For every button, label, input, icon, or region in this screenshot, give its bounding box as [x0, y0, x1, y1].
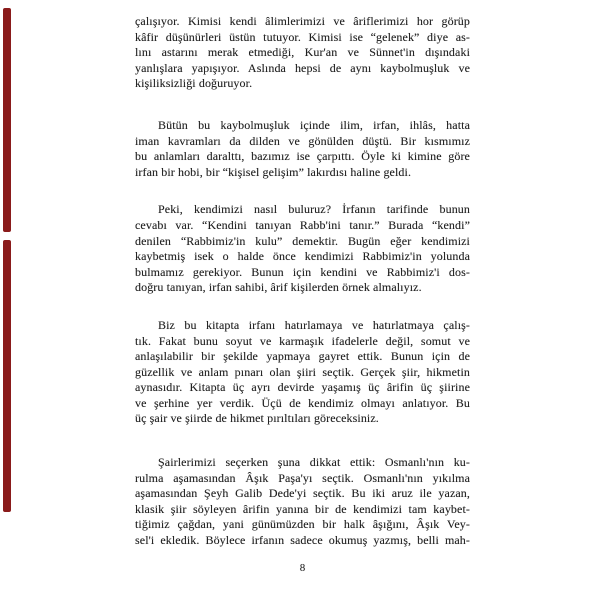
text-line: irfan bir hobi, bir “kişisel gelişim” lakırdısı haline geldi.	[135, 164, 412, 179]
text-paragraph	[135, 14, 470, 92]
text-line: güzellik ve anlam pınarı olan şiiri seçtik. Gerçek şiir, hikmetin	[135, 364, 470, 379]
text-line: kâfir düşünürleri üstün tutuyor. Kimisi ise “gelenek” diye as-	[135, 29, 470, 44]
text-line: bu anlamları daralttı, bazımız ise çarpıttı. Öyle ki kimine göre	[135, 149, 470, 164]
text-line: kişiliksizliği doğuruyor.	[135, 76, 253, 91]
page-number: 8	[299, 562, 306, 574]
text-line: kaybetmiş isek o halde önce kendimizi Rabbimiz'in yolunda	[135, 249, 470, 264]
text-line: üç şair ve şiirde de hikmet pırıltıları göreceksiniz.	[135, 411, 379, 426]
text-line: aynasıdır. Kitapta üç ayrı devirde yaşamış üç ârifin üç şiirine	[135, 380, 470, 395]
text-line: bulmamız gerekiyor. Bunun için kendini ve Rabbimiz'i dos-	[135, 264, 470, 279]
text-line: Şairlerimizi seçerken şuna dikkat ettik: Osmanlı'nın ku-	[158, 455, 470, 470]
text-line: tiğimiz çağdan, yani günümüzden bir halk âşığını, Âşık Vey-	[135, 517, 470, 532]
text-paragraph	[135, 318, 470, 427]
text-line: aşamasından Şeyh Galib Dede'yi seçtik. Bu iki aruz ile yazan,	[135, 486, 470, 501]
text-line: anlaşılabilir bir şekilde yapmaya gayret ettik. Bunun için de	[135, 349, 470, 364]
text-line: çalışıyor. Kimisi kendi âlimlerimizi ve âriflerimizi hor görüp	[135, 14, 470, 28]
text-line: denilen “Rabbimiz'in kulu” demektir. Bugün eğer kendimizi	[135, 233, 470, 248]
text-line: tık. Fakat bunu soyut ve karmaşık ifadelerle değil, somut ve	[135, 333, 470, 348]
text-line: Peki, kendimizi nasıl buluruz? İrfanın tarifinde bunun	[158, 202, 470, 217]
text-paragraph	[135, 455, 470, 549]
text-line: yanlışlara yapışıyor. Aslında hepsi de aynı kaybolmuşluk ve	[135, 60, 470, 75]
text-line: rulma aşamasından Âşık Paşa'yı seçtik. Osmanlı'nın yıkılma	[135, 470, 470, 485]
text-paragraph	[135, 202, 470, 296]
text-line: sel'i ekledik. Böylece irfanın sadece okumuş yazmış, belli mah-	[135, 533, 470, 548]
book-spine-edge-top	[3, 8, 11, 232]
text-line: doğru tanıyan, irfan sahibi, ârif kişilerden örnek almalıyız.	[135, 280, 422, 295]
text-paragraph	[135, 118, 470, 180]
text-line: lını astarını merak etmediği, Kur'an ve Sünnet'in dışındaki	[135, 45, 470, 60]
text-line: ve şerhine yer verdik. Üçü de kendimiz olmayı anlatıyor. Bu	[135, 395, 470, 410]
text-block	[135, 14, 470, 549]
book-spine-edge-bottom	[3, 240, 11, 512]
text-line: klasik şiir söyleyen ârifin yanına bir de kendimizi tam kaybet-	[135, 501, 470, 516]
text-line: Bütün bu kaybolmuşluk içinde ilim, irfan, ihlâs, hatta	[158, 117, 470, 132]
text-line: iman kavramları da dilden ve gönülden düştü. Bir kısmımız	[135, 133, 470, 148]
text-line: cevabı var. “Kendini tanıyan Rabb'ini tanır.” Burada “kendi”	[135, 217, 470, 232]
text-line: Biz bu kitapta irfanı hatırlamaya ve hatırlatmaya çalış-	[158, 317, 470, 332]
